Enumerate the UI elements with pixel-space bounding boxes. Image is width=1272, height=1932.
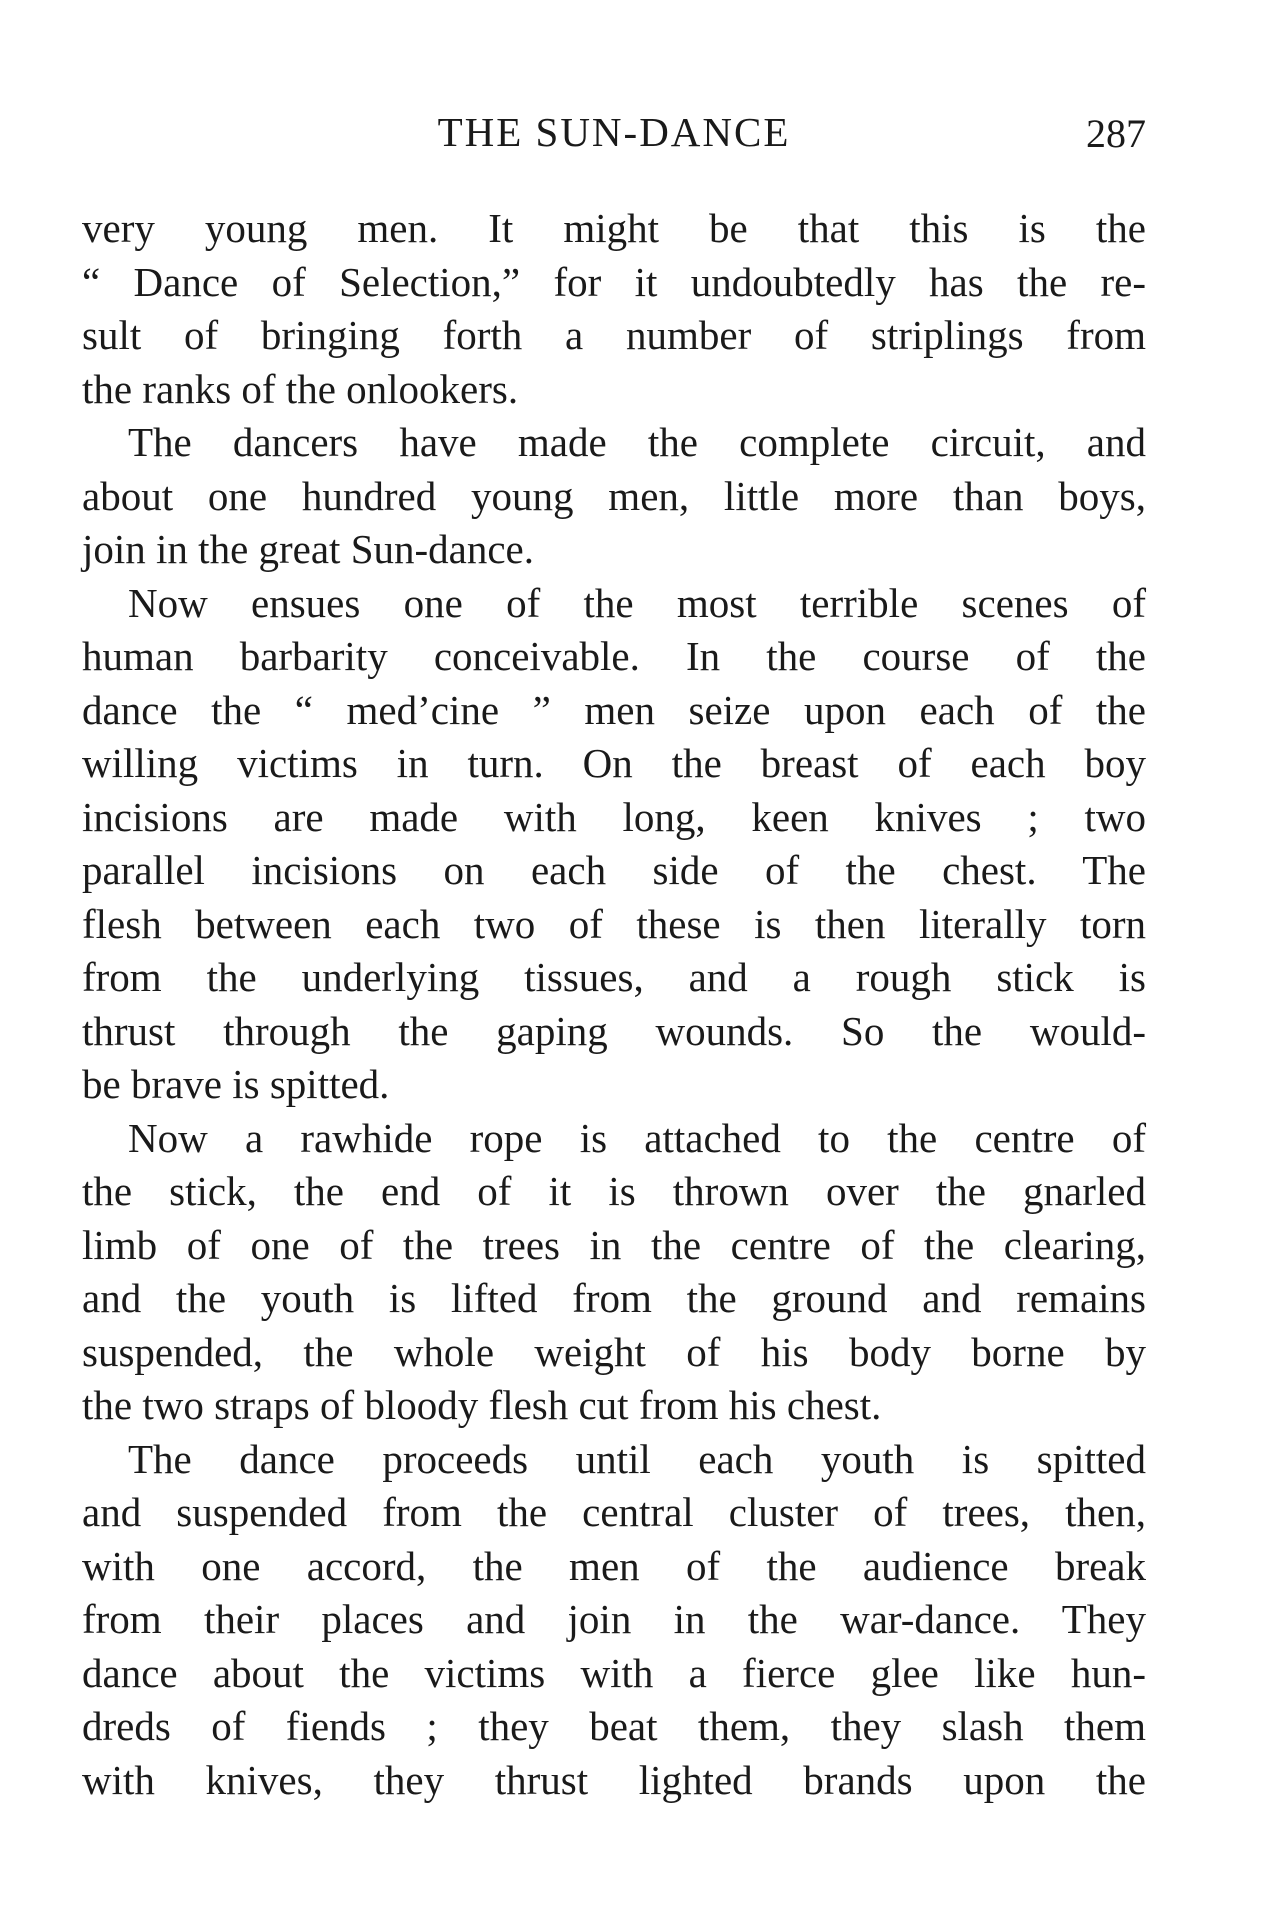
text-line: The dancers have made the complete circuit, and bbox=[128, 419, 1146, 465]
text-line: and suspended from the central cluster of trees, then, bbox=[82, 1489, 1146, 1535]
text-line: human barbarity conceivable. In the course of the bbox=[82, 633, 1146, 679]
text-line: join in the great Sun-dance. bbox=[82, 526, 535, 572]
text-line: flesh between each two of these is then literally torn bbox=[82, 900, 1146, 947]
text-line: with knives, they thrust lighted brands upon the bbox=[82, 1756, 1146, 1803]
text-line: with one accord, the men of the audience break bbox=[82, 1542, 1146, 1589]
body-text bbox=[82, 202, 1146, 1807]
text-line: parallel incisions on each side of the chest. The bbox=[82, 847, 1146, 893]
text-line: the two straps of bloody flesh cut from his chest. bbox=[82, 1382, 882, 1428]
text-line: from their places and join in the war-dance. They bbox=[82, 1596, 1146, 1642]
text-line: thrust through the gaping wounds. So the would- bbox=[82, 1007, 1146, 1054]
text-line: willing victims in turn. On the breast of each boy bbox=[82, 740, 1146, 786]
text-line: about one hundred young men, little more than boys, bbox=[82, 472, 1146, 519]
text-line: the stick, the end of it is thrown over the gnarled bbox=[82, 1168, 1146, 1214]
text-line: from the underlying tissues, and a rough stick is bbox=[82, 954, 1146, 1000]
text-line: dance about the victims with a fierce glee like hun- bbox=[82, 1649, 1146, 1696]
text-line: the ranks of the onlookers. bbox=[82, 365, 519, 412]
text-line: be brave is spitted. bbox=[82, 1061, 390, 1107]
text-line: Now a rawhide rope is attached to the centre of bbox=[128, 1114, 1146, 1161]
text-line: and the youth is lifted from the ground and remains bbox=[82, 1275, 1146, 1321]
text-line: suspended, the whole weight of his body borne by bbox=[82, 1328, 1146, 1375]
text-line: “ Dance of Selection,” for it undoubtedly has the re- bbox=[82, 258, 1146, 305]
text-line: sult of bringing forth a number of striplings from bbox=[82, 312, 1146, 358]
text-line: dreds of fiends ; they beat them, they slash them bbox=[82, 1703, 1146, 1749]
chapter-title: THE SUN-DANCE bbox=[437, 109, 791, 155]
text-line: The dance proceeds until each youth is spitted bbox=[128, 1435, 1146, 1482]
text-line: limb of one of the trees in the centre of the clearing, bbox=[82, 1221, 1146, 1268]
page-number: 287 bbox=[1086, 111, 1146, 156]
text-line: incisions are made with long, keen knives ; two bbox=[82, 793, 1146, 840]
text-line: Now ensues one of the most terrible scenes of bbox=[128, 579, 1146, 626]
text-line: very young men. It might be that this is the bbox=[82, 205, 1146, 251]
text-line: dance the “ med’cine ” men seize upon each of the bbox=[82, 686, 1146, 733]
running-head bbox=[82, 102, 1146, 162]
